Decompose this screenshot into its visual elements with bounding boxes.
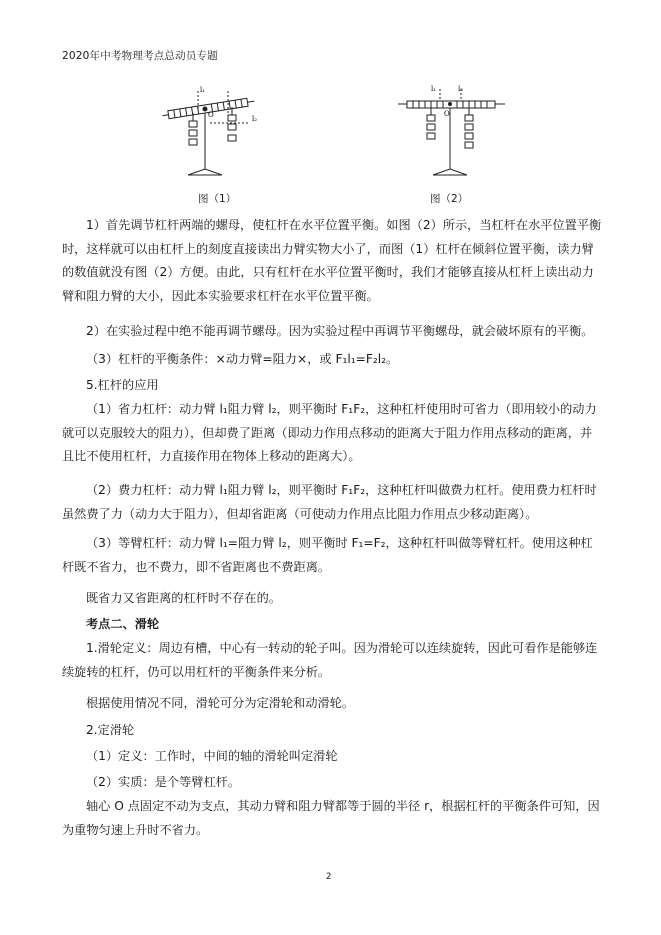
- paragraph-fixed-pulley-analysis: 轴心 O 点固定不动为支点，其动力臂和阻力臂都等于圆的半径 r，根据杠杆的平衡条件可知，因为重物匀速上升时不省力。: [62, 799, 600, 837]
- fig1-l2-label: l₂: [252, 115, 258, 123]
- paragraph-no-readjust: 2）在实验过程中绝不能再调节螺母。因为实验过程中再调节平衡螺母，就会破坏原有的平衡。: [86, 324, 594, 338]
- paragraph-fixed-pulley-definition: （1）定义：工作时，中间的轴的滑轮叫定滑轮: [86, 749, 338, 763]
- paragraph-adjust-balance: 1）首先调节杠杆两端的螺母，使杠杆在水平位置平衡。如图（2）所示，当杠杆在水平位置平衡时，这样就可以由杠杆上的刻度直接读出力臂实物大小了，而图（1）杠杆在倾斜位置平衡，读力臂的数值就没有图（2）方便。由此，只有杠杆在水平位置平衡时，我们才能够直接从杠杆上读出动力臂和阻力臂的大小，因此本实验要求杠杆在水平位置平衡。: [62, 218, 602, 303]
- paragraph-pulley-definition: 1.滑轮定义：周边有槽，中心有一转动的轮子叫。因为滑轮可以连续旋转，因此可看作是能够连续旋转的杠杆，仍可以用杠杆的平衡条件来分析。: [62, 641, 598, 679]
- page-header: 2020年中考物理考点总动员专题: [62, 50, 218, 62]
- page-number: 2: [326, 872, 332, 882]
- fig2-l2-label: l₂: [458, 85, 464, 93]
- figure-2-caption: 图（2）: [430, 193, 469, 205]
- paragraph-force-costing-lever: （2）费力杠杆：动力臂 l₁阻力臂 l₂，则平衡时 F₁F₂，这种杠杆叫做费力杠杆。使用费力杠杆时虽然费了力（动力大于阻力），但却省距离（可使动力作用点比阻力作用点少移动距离）。: [62, 483, 597, 521]
- paragraph-equal-arm-lever: （3）等臂杠杆：动力臂 l₁=阻力臂 l₂，则平衡时 F₁=F₂，这种杠杆叫做等臂杠杆。使用这种杠杆既不省力，也不费力，即不省距离也不费距离。: [62, 536, 593, 574]
- fig2-l1-label: l₁: [431, 85, 437, 93]
- section-heading-pulley: 考点二、滑轮: [86, 617, 160, 631]
- figure-1-caption: 图（1）: [198, 193, 237, 205]
- fig1-l1-label: l₁: [200, 86, 206, 94]
- heading-lever-application: 5.杠杆的应用: [86, 378, 159, 392]
- heading-fixed-pulley: 2.定滑轮: [86, 723, 135, 737]
- paragraph-fixed-pulley-essence: （2）实质：是个等臂杠杆。: [86, 775, 241, 789]
- paragraph-balance-condition: （3）杠杆的平衡条件：×动力臂=阻力×，或 F₁l₁=F₂l₂。: [86, 352, 399, 366]
- figure-1-tilted-lever: [160, 83, 290, 183]
- fig2-o-label: O: [444, 110, 450, 118]
- paragraph-no-ideal-lever: 既省力又省距离的杠杆时不存在的。: [86, 591, 281, 605]
- paragraph-force-saving-lever: （1）省力杠杆：动力臂 l₁阻力臂 l₂，则平衡时 F₁F₂，这种杠杆使用时可省力（即用较小的动力就可以克服较大的阻力），但却费了距离（即动力作用点移动的距离大于阻力作用点移动的距离，并且比不使用杠杆，力直接作用在物体上移动的距离大）。: [62, 402, 597, 464]
- fig1-o-label: O: [208, 111, 214, 119]
- paragraph-pulley-types: 根据使用情况不同，滑轮可分为定滑轮和动滑轮。: [86, 696, 355, 710]
- figure-2-horizontal-lever: [395, 83, 520, 183]
